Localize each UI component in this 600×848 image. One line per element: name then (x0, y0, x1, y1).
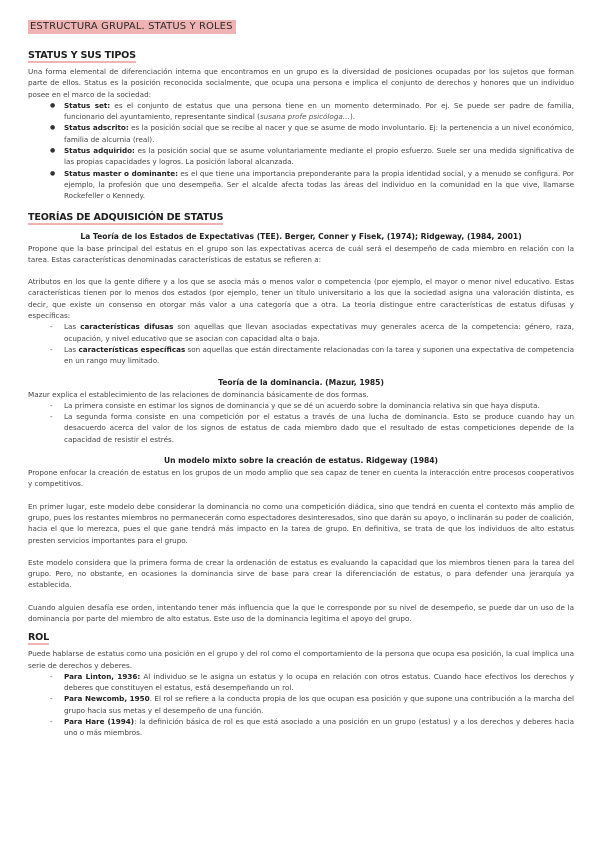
list-item: - Las características difusas son aquellas que llevan asociadas expectativas muy generales acerca de la competencia: género, raza, ocupación, y nivel educativo que se asocian con capacidad alta o baja. (28, 321, 574, 344)
rol-list (28, 671, 574, 739)
list-item: ● Status adscrito: es la posición social que se recibe al nacer y que se asume de modo involuntario. Ej: la pertenencia a un nivel económico, familia de alcurnia (real). (28, 122, 574, 145)
subheading-modelo-mixto: Un modelo mixto sobre la creación de estatus. Ridgeway (1984) (163, 456, 439, 466)
rol-intro: Puede hablarse de estatus como una posición en el grupo y del rol como el comportamiento de la persona que ocupa esa posición, la cual implica una serie de derechos y deberes. (28, 649, 574, 670)
mixto-paragraph-3: Este modelo considera que la primera forma de crear la ordenación de estatus es evaluando la capacidad que los miembros tienen para la tarea del grupo. Pero, no obstante, en ocasiones la dominancia sirve de base para crear la diferenciación de estatus, o para defender una jerarquía ya establecida. (28, 557, 574, 590)
list-item: ● Status set: es el conjunto de estatus que una persona tiene en un momento determinado. Por ej. Se puede ser padre de familia, funcionario del ayuntamiento, representante sindical (susana profe psicóloga…). (28, 100, 574, 123)
subheading-dominancia: Teoría de la dominancia. (Mazur, 1985) (218, 377, 384, 387)
dominancia-paragraph: Mazur explica el establecimiento de las relaciones de dominancia básicamente de dos formas. (28, 389, 369, 399)
status-intro: Una forma elemental de diferenciación interna que encontramos en un grupo es la diversidad de posiciones ocupadas por los sujetos que forman parte de ellos. Status es la posición reconocida socialmente, que ocupa una persona e implica el conjunto de derechos y honores que un individuo posee en el marco de la sociedad: (28, 67, 574, 99)
heading-rol: ROL (28, 632, 50, 644)
mixto-paragraph-1: Propone enfocar la creación de estatus en los grupos de un modo amplio que sea capaz de tener en cuenta la interacción entre procesos cooperativos y competitivos. (28, 468, 574, 489)
dominancia-list (28, 400, 574, 445)
tee-paragraph-1: Propone que la base principal del estatus en el grupo son las expectativas acerca de cuál será el desempeño de cada miembro en relación con la tarea. Estas características denominadas características de estatus se refieren a: (28, 243, 574, 264)
list-item: - Las características específicas son aquellas que están directamente relacionadas con la tarea y suponen una expectativa de competencia en un rango muy limitado. (28, 344, 574, 367)
list-item: ● Status adquirido: es la posición social que se asume voluntariamente mediante el propio esfuerzo. Suele ser una medida significativa de las propias capacidades y logros. La posición laboral alcanzada. (28, 145, 574, 168)
list-item: - La primera consiste en estimar los signos de dominancia y que se dé un acuerdo sobre la dominancia relativa sin que haya disputa. (28, 400, 574, 411)
mixto-paragraph-2: En primer lugar, este modelo debe considerar la dominancia no como una competición diádica, sino que tendrá en cuenta el contexto más amplio de grupo, pues los restantes miembros no permanecerán como espectadores desinteresados, sino que darán su apoyo, o inclinarán su poder de coalición, hacia el que lo merezca, pues el que gane tendrá más impacto en la tarea de grupo. En definitiva, se trata de que los individuos de alto estatus presten servicios importantes para el grupo. (28, 501, 574, 545)
heading-status: STATUS Y SUS TIPOS (28, 50, 136, 61)
list-item: - Para Hare (1994): la definición básica de rol es que está asociado a una posición en un grupo (estatus) y a los derechos y deberes hacia uno o más miembros. (28, 716, 574, 739)
list-item: ● Status master o dominante: es el que tiene una importancia preponderante para la propia identidad social, y a menudo se configura. Por ejemplo, la profesión que uno desempeña. Ser el alcalde afecta todas las áreas del individuo en la comunidad en la que vive, llamarse Rockefeller o Kennedy. (28, 168, 574, 202)
list-item: - Para Newcomb, 1950. El rol se refiere a la conducta propia de los que ocupan esa posición y que supone una contribución a la marcha del grupo hacia sus metas y el desempeño de una función. (28, 693, 574, 716)
list-item: - Para Linton, 1936: Al individuo se le asigna un estatus y lo ocupa en relación con otros estatus. Cuando hace efectivos los derechos y deberes que constituyen el estatus, está desempeñando un rol. (28, 671, 574, 694)
subheading-tee: La Teoría de los Estados de Expectativas (TEE). Berger, Conner y Fisek, (1974); Ridgeway, (1984, 2001) (80, 231, 522, 241)
list-item: - La segunda forma consiste en una competición por el estatus a través de una lucha de dominancia. Esto se produce cuando hay un desacuerdo acerca del valor de los signos de estatus de cada miembro dado que el resultado de estas competiciones depende de la capacidad de resistir el estrés. (28, 411, 574, 445)
tee-list (28, 321, 574, 366)
document-title: ESTRUCTURA GRUPAL. STATUS Y ROLES (28, 20, 236, 34)
tee-paragraph-2: Atributos en los que la gente difiere y a los que se asocia más o menos valor o competencia (por ejemplo, el mayor o menor nivel educativo. Estas características tienen por lo menos dos estados (por ejemplo, tener un título universitario a los que la sociedad asigna una valoración distinta, es decir, que existe un consenso en otorgar más valor a una categoría que a otra. La teoría distingue entre características de estatus difusas y específicas: (28, 277, 574, 321)
status-types-list (28, 100, 574, 202)
heading-teorias: TEORÍAS DE ADQUISICIÓN DE STATUS (28, 211, 224, 223)
mixto-paragraph-4: Cuando alguien desafía ese orden, intentando tener más influencia que la que le corresponde por su nivel de desempeño, se puede dar un uso de la dominancia por parte del miembro de alto estatus. Este uso de la dominancia legitima el apoyo del grupo. (28, 602, 574, 623)
